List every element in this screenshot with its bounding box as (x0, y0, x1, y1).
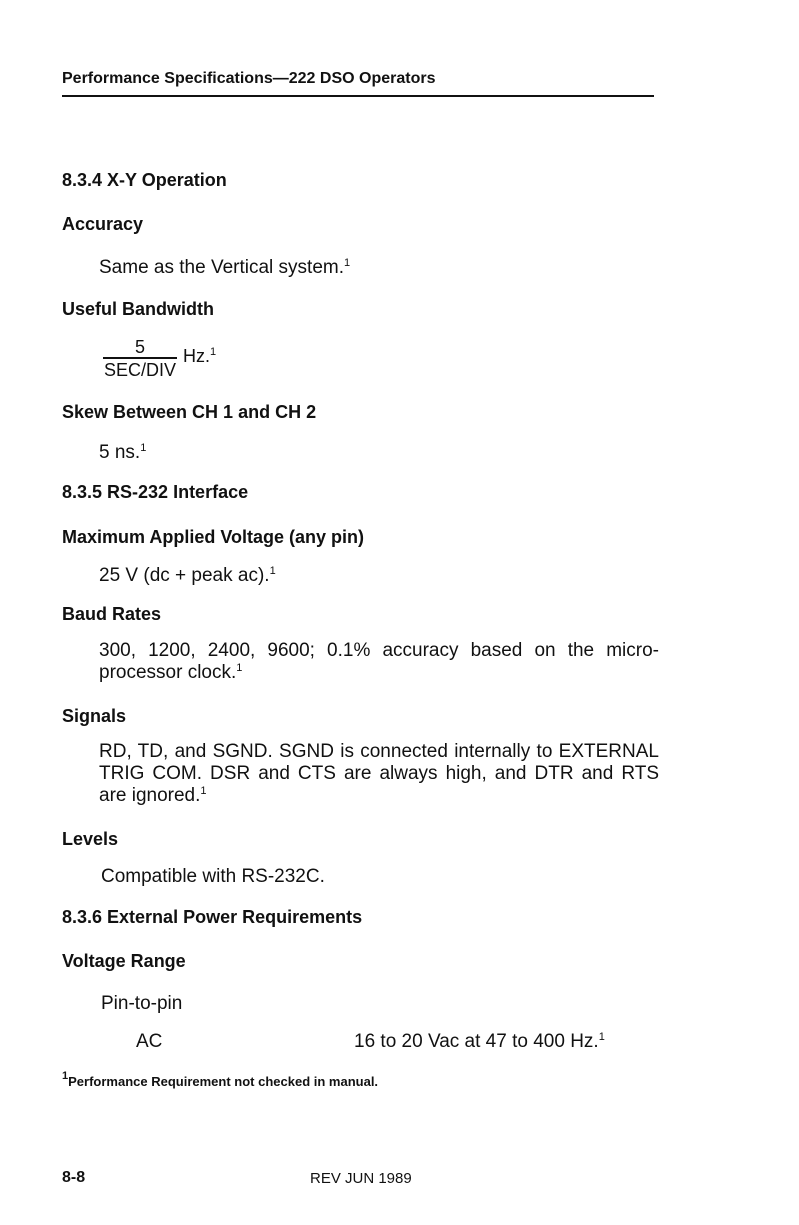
footnote-ref: 1 (344, 257, 351, 269)
revision-date: REV JUN 1989 (310, 1170, 412, 1187)
max-voltage-label: Maximum Applied Voltage (any pin) (62, 527, 365, 547)
skew-text: 5 ns.$^1$ (99, 442, 147, 463)
ac-value: 16 to 20 Vac at 47 to 400 Hz.$^1$ (354, 1031, 605, 1052)
levels-label: Levels (62, 829, 119, 849)
section-heading-xy: 8.3.4 X-Y Operation (62, 170, 227, 190)
fraction-denominator: SEC/DIV (103, 359, 177, 380)
levels-text: Compatible with RS-232C. (101, 866, 325, 887)
header-rule (62, 95, 654, 97)
signals-label: Signals (62, 706, 127, 726)
baud-rates-label: Baud Rates (62, 604, 162, 624)
baud-rates-text: 300, 1200, 2400, 9600; 0.1% accuracy based on the micro-processor clock.$^1$ (99, 640, 659, 683)
accuracy-text: Same as the Vertical system.$^1$ (99, 257, 351, 278)
section-heading-power: 8.3.6 External Power Requirements (62, 907, 363, 927)
voltage-range-label: Voltage Range (62, 951, 186, 971)
bandwidth-unit: Hz.$^1$ (183, 346, 217, 366)
bandwidth-label: Useful Bandwidth (62, 299, 214, 319)
page-number: 8-8 (62, 1169, 86, 1186)
bandwidth-fraction (103, 337, 177, 381)
signals-text: RD, TD, and SGND. SGND is connected internally to EXTERNAL TRIG COM. DSR and CTS are always high, and DTR and RTS are ignored.$^1$ (99, 741, 659, 806)
accuracy-label: Accuracy (62, 214, 144, 234)
pin-to-pin-label: Pin-to-pin (101, 993, 183, 1014)
footnote-marker: 1 (62, 1070, 69, 1082)
skew-label: Skew Between CH 1 and CH 2 (62, 402, 317, 422)
page-header: Performance Specifications—222 DSO Operators (62, 70, 436, 87)
footnote: $^1$Performance Requirement not checked in manual. (62, 1070, 379, 1089)
section-heading-rs232: 8.3.5 RS-232 Interface (62, 482, 249, 502)
ac-label: AC (136, 1031, 163, 1052)
max-voltage-text: 25 V (dc + peak ac).$^1$ (99, 565, 276, 586)
fraction-numerator: 5 (134, 337, 145, 357)
